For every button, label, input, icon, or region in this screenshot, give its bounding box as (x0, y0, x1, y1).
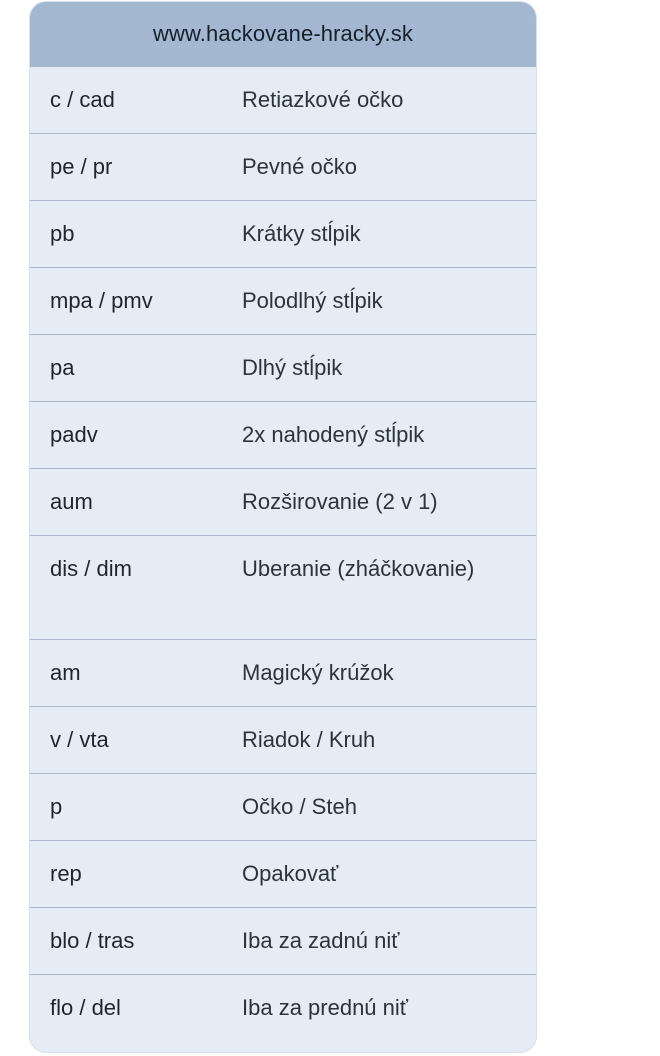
abbreviation-cell: pe / pr (50, 154, 113, 179)
meaning-cell: Krátky stĺpik (242, 221, 361, 246)
abbreviation-cell: mpa / pmv (50, 288, 153, 313)
meaning-cell: Retiazkové očko (242, 87, 404, 112)
abbreviation-cell: pb (50, 221, 75, 246)
meaning-cell: Opakovať (242, 861, 339, 886)
meaning-cell: Riadok / Kruh (242, 727, 376, 752)
meaning-cell: Magický krúžok (242, 660, 394, 685)
abbreviation-cell: p (50, 794, 63, 819)
meaning-cell: Iba za prednú niť (242, 995, 409, 1020)
table-row (30, 133, 536, 200)
table-row (30, 401, 536, 468)
table-row (30, 535, 536, 639)
website-title: www.hackovane-hracky.sk (153, 21, 413, 46)
abbreviation-cell: padv (50, 422, 98, 447)
abbreviation-cell: blo / tras (50, 928, 135, 953)
table-header (30, 2, 536, 66)
meaning-cell: Uberanie (zháčkovanie) (242, 556, 475, 581)
abbreviation-cell: v / vta (50, 727, 109, 752)
abbreviation-cell: rep (50, 861, 82, 886)
table-body (30, 66, 536, 1041)
table-row (30, 706, 536, 773)
meaning-cell: Polodlhý stĺpik (242, 288, 383, 313)
table-row (30, 639, 536, 706)
table-row (30, 200, 536, 267)
table-row (30, 334, 536, 401)
table-row (30, 907, 536, 974)
meaning-cell: Iba za zadnú niť (242, 928, 400, 953)
meaning-cell: Rozširovanie (2 v 1) (242, 489, 438, 514)
abbreviation-cell: flo / del (50, 995, 121, 1020)
table-row (30, 66, 536, 133)
table-row (30, 468, 536, 535)
table-row (30, 773, 536, 840)
meaning-cell: Dlhý stĺpik (242, 355, 343, 380)
abbreviation-cell: am (50, 660, 81, 685)
abbreviation-cell: aum (50, 489, 93, 514)
meaning-cell: Pevné očko (242, 154, 357, 179)
abbreviation-cell: dis / dim (50, 556, 132, 581)
table-row (30, 974, 536, 1041)
meaning-cell: Očko / Steh (242, 794, 357, 819)
table-row (30, 840, 536, 907)
meaning-cell: 2x nahodený stĺpik (242, 422, 425, 447)
abbreviation-cell: c / cad (50, 87, 115, 112)
table-row (30, 267, 536, 334)
abbreviation-cell: pa (50, 355, 75, 380)
abbreviation-table-card (30, 2, 536, 1052)
